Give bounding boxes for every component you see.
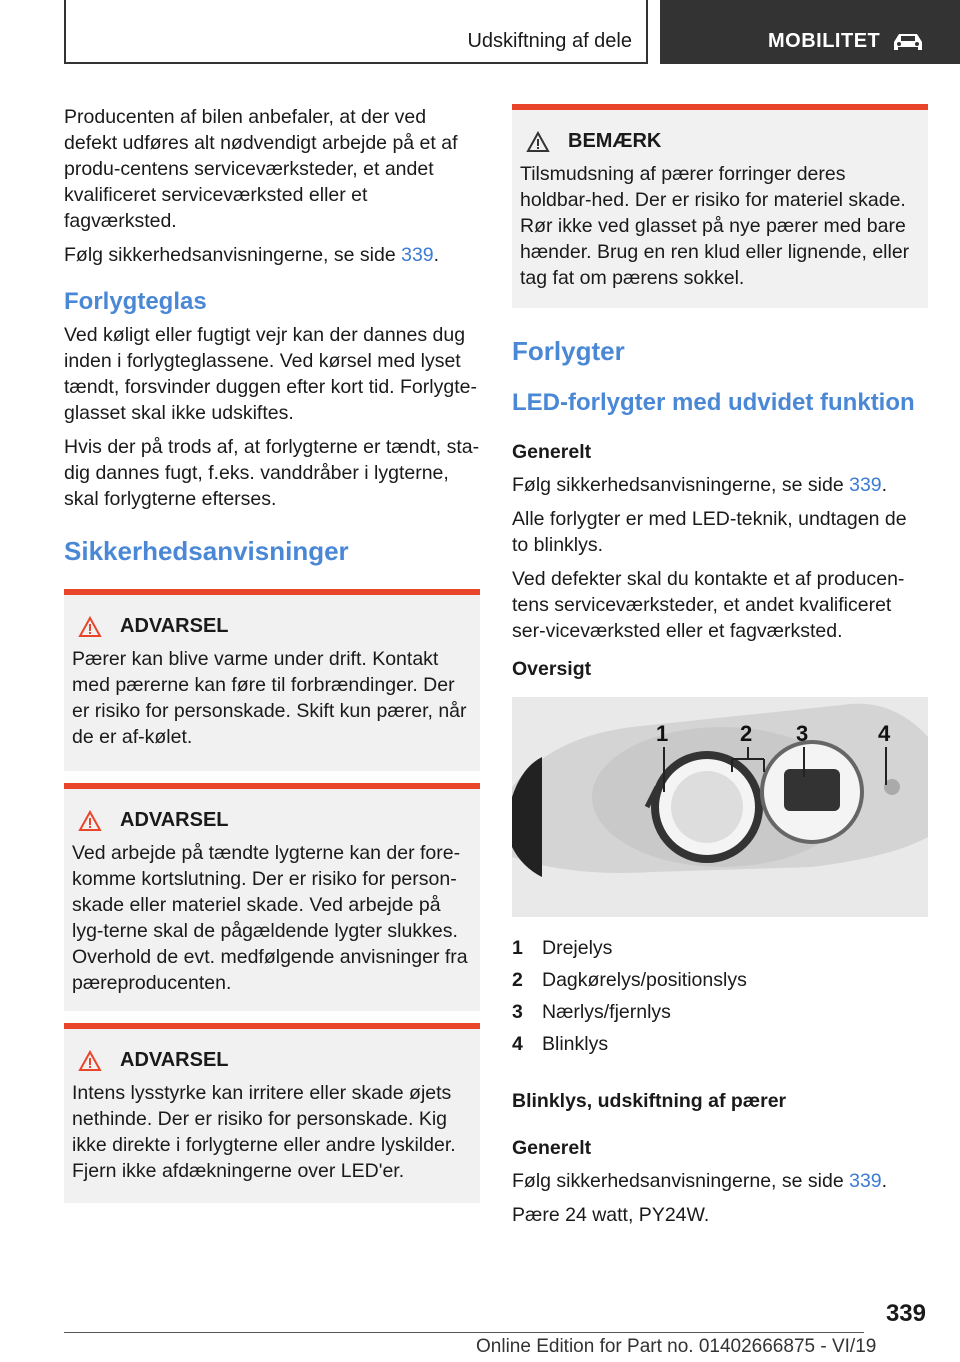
legend-label: Blinklys <box>542 1033 609 1055</box>
warning-title <box>72 615 472 638</box>
warning-triangle-icon <box>78 1050 102 1072</box>
warning-triangle-icon <box>78 616 102 638</box>
heading-forlygter: Forlygter <box>512 336 625 366</box>
warning-text: Pærer kan blive varme under drift. Kontakt med pærerne kan føre til forbrændinger. Der er risiko for personskade. Skift kun pærer, når de er af-kølet. <box>72 648 467 748</box>
page-link[interactable]: 339 <box>849 474 882 496</box>
legend-item <box>512 932 928 964</box>
warning-box <box>64 589 480 771</box>
heading-sikkerhed: Sikkerhedsanvisninger <box>64 536 349 566</box>
legend-number: 1 <box>512 937 523 959</box>
callout-4: 4 <box>878 721 891 746</box>
warning-label: ADVARSEL <box>120 809 229 831</box>
legend-item <box>512 996 928 1028</box>
note-title <box>520 130 920 153</box>
section-title: Udskiftning af dele <box>467 30 632 52</box>
heading-generelt-2: Generelt <box>512 1137 592 1159</box>
warning-triangle-icon <box>78 810 102 832</box>
car-icon <box>890 30 926 54</box>
warning-title <box>72 809 472 832</box>
left-column <box>64 104 480 1203</box>
footer-edition: Online Edition for Part no. 01402666875 - VI/19 <box>476 1336 877 1357</box>
warning-label: ADVARSEL <box>120 1049 229 1071</box>
legend-label: Nærlys/fjernlys <box>542 1001 671 1023</box>
led-paragraph-2: Ved defekter skal du kontakte et af producen-tens serviceværksteder, et andet kvalificeret ser-viceværksted eller et fagværksted. <box>512 568 905 642</box>
page-number: 339 <box>885 1300 926 1327</box>
forlygteglas-paragraph-2: Hvis der på trods af, at forlygterne er tændt, sta-dig dannes fugt, f.eks. vanddråber i lygterne, skal forlygterne efterses. <box>64 436 480 510</box>
notice-triangle-icon <box>526 131 550 153</box>
legend-number: 2 <box>512 969 523 991</box>
warning-box <box>64 1023 480 1203</box>
callout-3: 3 <box>796 721 809 746</box>
page-link[interactable]: 339 <box>401 244 434 266</box>
forlygteglas-paragraph-1: Ved køligt eller fugtigt vejr kan der dannes dug inden i forlygteglassene. Ved kørsel med lyset tændt, forsvinder duggen efter kort tid. Forlygte-glasset skal ikke udskiftes. <box>64 324 477 424</box>
heading-forlygteglas: Forlygteglas <box>64 288 207 315</box>
heading-generelt: Generelt <box>512 441 592 463</box>
legend-item <box>512 964 928 996</box>
legend <box>512 932 928 1060</box>
legend-number: 3 <box>512 1001 523 1023</box>
warning-label: ADVARSEL <box>120 615 229 637</box>
heading-blinklys: Blinklys, udskiftning af pærer <box>512 1090 787 1112</box>
headlight-illustration <box>512 697 928 917</box>
chapter-tab <box>660 0 960 64</box>
warning-title <box>72 1049 472 1072</box>
chapter-title: MOBILITET <box>768 30 881 52</box>
heading-oversigt: Oversigt <box>512 658 592 680</box>
safety-reference: Følg sikkerhedsanvisningerne, se side 339. <box>64 244 440 266</box>
legend-number: 4 <box>512 1033 523 1055</box>
warning-box <box>64 783 480 1011</box>
header-section-box <box>64 0 648 64</box>
warning-text: Intens lysstyrke kan irritere eller skade øjets nethinde. Der er risiko for personskade. Kig ikke direkte i forlygterne eller andre lyskilder. Fjern ikke afdækningerne over LED'er. <box>72 1082 456 1182</box>
safety-reference-text: Følg sikkerhedsanvisningerne, se side <box>512 1170 850 1192</box>
page-link[interactable]: 339 <box>849 1170 882 1192</box>
note-label: BEMÆRK <box>568 130 662 152</box>
legend-label: Dagkørelys/positionslys <box>542 969 747 991</box>
right-column <box>512 104 928 1236</box>
legend-label: Drejelys <box>542 937 613 959</box>
note-box <box>512 104 928 308</box>
legend-item <box>512 1028 928 1060</box>
safety-reference: Følg sikkerhedsanvisningerne, se side 339. <box>512 474 888 496</box>
bulb-spec: Pære 24 watt, PY24W. <box>512 1204 710 1226</box>
note-text: Tilsmudsning af pærer forringer deres holdbar-hed. Der er risiko for materiel skade. Rør ikke ved glasset på nye pærer med bare hænder. Brug en ren klud eller lignende, eller tag fat om pærens sokkel. <box>520 163 910 289</box>
led-paragraph-1: Alle forlygter er med LED-teknik, undtagen de to blinklys. <box>512 508 907 556</box>
heading-led: LED-forlygter med udvidet funktion <box>512 389 915 416</box>
safety-reference-text: Følg sikkerhedsanvisningerne, se side <box>64 244 402 266</box>
intro-paragraph: Producenten af bilen anbefaler, at der ved defekt udføres alt nødvendigt arbejde på et af produ-centens serviceværksteder, et andet kvalificeret serviceværksted eller et fagværksted. <box>64 106 458 232</box>
safety-reference: Følg sikkerhedsanvisningerne, se side 339. <box>512 1170 888 1192</box>
footer-divider <box>64 1332 864 1333</box>
callout-1: 1 <box>656 721 669 746</box>
safety-reference-text: Følg sikkerhedsanvisningerne, se side <box>512 474 850 496</box>
callout-2: 2 <box>740 721 753 746</box>
warning-text: Ved arbejde på tændte lygterne kan der fore-komme kortslutning. Der er risiko for person-skade eller materiel skade. Ved arbejde på lyg-terne skal de pågældende lygter slukkes. Overhold de evt. medfølgende anvisninger fra pæreproducenten. <box>72 842 468 994</box>
